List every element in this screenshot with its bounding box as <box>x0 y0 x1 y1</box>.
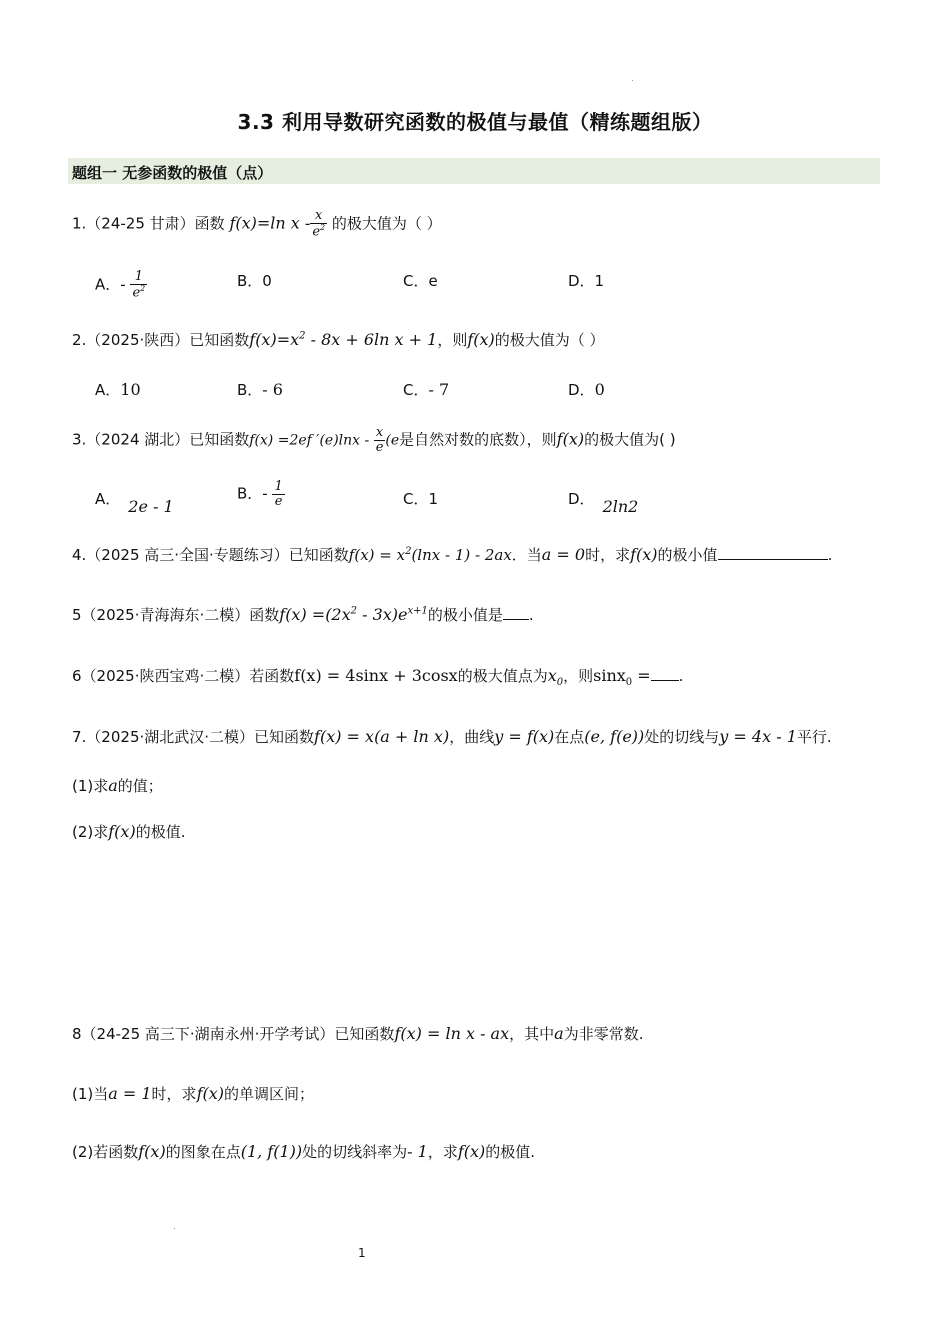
question-8-formula: f(x) = ln x - ax <box>394 1024 510 1043</box>
question-8-prefix: 8（24-25 高三下·湖南永州·开学考试）已知函数 <box>72 1025 395 1043</box>
question-2-formula: $f(x)=x^2 - 8x + 6\ln$ x + 1 <box>249 330 438 349</box>
question-4-formula2: f(x) <box>630 545 658 564</box>
question-4: 4.（2025 高三·全国·专题练习）已知函数$f(x) = x^2(\ln x - 1) - 2ax$．当a = 0时，求f(x)的极小值 . <box>72 545 833 564</box>
question-6-var: $x_0$ <box>547 666 564 689</box>
question-7-formula2: y = f(x) <box>494 727 555 746</box>
question-2 <box>72 330 605 349</box>
question-8-middle: ，其中 <box>509 1025 555 1043</box>
question-1-option-b: B．0 <box>237 272 272 290</box>
question-2-formula2: f(x) <box>467 330 495 349</box>
question-8-part-1: (1)当a = 1时，求f(x)的单调区间； <box>72 1084 315 1103</box>
question-4-middle2: 时，求 <box>585 546 631 564</box>
question-5-prefix: 5（2025·青海海东·二模）函数 <box>72 606 280 624</box>
question-8-var: a <box>554 1024 564 1043</box>
scan-dot <box>174 1228 175 1229</box>
group-header-label: 题组一 无参函数的极值（点） <box>72 164 273 182</box>
question-6-formula2: sinx$_0$ = <box>593 666 651 689</box>
question-6-middle: 的极大值点为 <box>457 667 548 685</box>
question-3-option-b: B．- $\frac{1}{e}$ <box>237 479 283 509</box>
question-4-suffix: 的极小值 <box>657 546 718 564</box>
question-3-middle: 是自然对数的底数），则 <box>399 430 557 449</box>
question-7-formula: f(x) = x(a + ln x) <box>314 727 450 746</box>
question-1 <box>72 209 442 239</box>
answer-blank <box>718 559 828 560</box>
question-1-formula: f(x)=ln x - <box>229 213 311 233</box>
question-6-formula: f(x) = 4sinx + 3cosx <box>294 666 458 685</box>
question-7 <box>72 727 832 746</box>
question-7-part-1: (1)求a的值； <box>72 776 163 795</box>
scan-dot <box>632 80 633 81</box>
question-7-suffix: 平行. <box>796 728 832 746</box>
question-2-suffix: 的极大值为（ ） <box>494 331 605 349</box>
question-7-prefix: 7.（2025·湖北武汉·二模）已知函数 <box>72 728 315 746</box>
question-3-formula: f(x) =2ef ′(e)lnx - <box>249 432 374 449</box>
question-2-option-c: C．- 7 <box>403 380 450 399</box>
question-4-formula: $f(x) = x^2(\ln x - 1) - 2ax$ <box>348 546 512 564</box>
group-header <box>68 158 880 184</box>
question-3-prefix: 3.（2024 湖北）已知函数 <box>72 430 250 449</box>
question-3-suffix: 的极大值为( ) <box>584 430 676 449</box>
question-8-suffix: 为非零常数. <box>563 1025 644 1043</box>
question-1-option-a: A．- $\frac{1}{e^2}$ <box>95 269 146 300</box>
question-7-middle: ，曲线 <box>449 728 495 746</box>
question-7-part-2: (2)求f(x)的极值. <box>72 822 186 841</box>
question-1-fraction: $\frac{x}{e^2}$ <box>312 208 326 239</box>
question-7-line: y = 4x - 1 <box>719 727 797 746</box>
question-5-formula: $f(x) =(2x^2 - 3x)e^{x+1}$ <box>279 605 428 624</box>
question-6-middle2: ，则 <box>563 667 594 685</box>
page-number: 1 <box>358 1246 366 1260</box>
question-2-middle: ，则 <box>437 331 468 349</box>
question-7-point: (e, f(e)) <box>584 727 645 746</box>
question-5-suffix: 的极小值是 <box>427 606 503 624</box>
question-6: 6（2025·陕西宝鸡·二模）若函数f(x) = 4sinx + 3cosx的极大值点为$x_0$，则sinx$_0$ = . <box>72 666 684 689</box>
question-8-part-2: (2)若函数f(x)的图象在点(1, f(1))处的切线斜率为- 1，求f(x)的极值. <box>72 1142 536 1161</box>
question-4-middle: ．当 <box>511 546 542 564</box>
question-7-middle3: 处的切线与 <box>644 728 720 746</box>
question-8 <box>72 1024 643 1043</box>
question-3-option-d: D． 2ln2 <box>568 490 639 516</box>
question-1-suffix: 的极大值为（ ） <box>331 214 442 233</box>
question-6-prefix: 6（2025·陕西宝鸡·二模）若函数 <box>72 667 295 685</box>
question-3-option-c: C．1 <box>403 490 439 508</box>
question-1-option-d: D．1 <box>568 272 605 290</box>
question-2-option-d: D．0 <box>568 380 605 399</box>
question-3-option-a: A． 2e - 1 <box>95 490 174 516</box>
answer-blank <box>651 680 679 681</box>
question-7-middle2: 在点 <box>554 728 585 746</box>
answer-blank <box>503 619 529 620</box>
question-5: 5（2025·青海海东·二模）函数$f(x) =(2x^2 - 3x)e^{x+1}$的极小值是 . <box>72 605 534 624</box>
question-3-fraction: $\frac{x}{e}$ <box>375 425 384 455</box>
question-4-prefix: 4.（2025 高三·全国·专题练习）已知函数 <box>72 546 349 564</box>
question-2-option-a: A．10 <box>95 380 141 399</box>
page-title: 3.3 利用导数研究函数的极值与最值（精练题组版） <box>237 110 713 134</box>
question-2-prefix: 2.（2025·陕西）已知函数 <box>72 331 250 349</box>
question-1-option-c: C．e <box>403 272 438 290</box>
question-1-prefix: 1.（24-25 甘肃）函数 <box>72 214 225 233</box>
question-2-option-b: B．- 6 <box>237 380 283 399</box>
question-3: 3.（2024 湖北）已知函数f(x) =2ef ′(e)lnx - $\frac{x}{e}$ (e是自然对数的底数），则f(x)的极大值为( ) <box>72 425 676 455</box>
question-3-formula2: f(x) <box>556 429 585 449</box>
question-4-cond: a = 0 <box>541 545 586 564</box>
